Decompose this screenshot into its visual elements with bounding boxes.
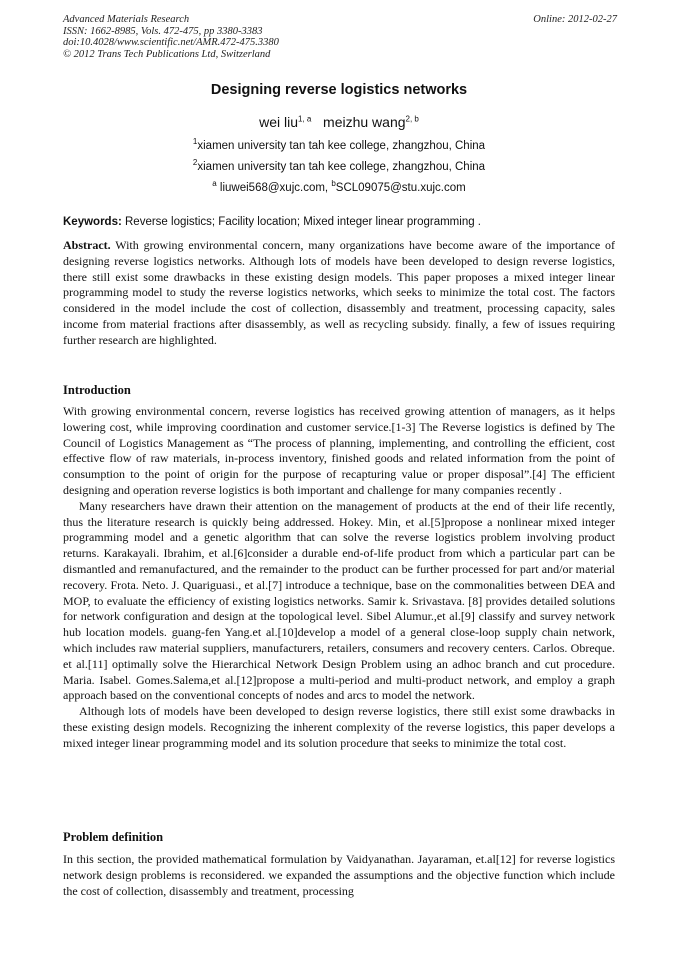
email-line bbox=[0, 179, 678, 194]
paragraph: Although lots of models have been developed to design reverse logistics, there still exist some drawbacks in these existing design models. Recognizing the inherent complexity of the reverse logistics, this paper develops a mixed integer linear programming model and its solution procedure that seeks to minimize the total cost. bbox=[63, 704, 615, 750]
affiliation-text: xiamen university tan tah kee college, zhangzhou, China bbox=[197, 140, 486, 152]
paragraph: Many researchers have drawn their attention on the management of products at the end of their life recently, thus the literature research is quickly being addressed. Hokey. Min, et al.[5]propose a nonlinear mixed integer programming model and a genetic algorithm that can solve the reverse logistics problem involving product returns. Karakayali. Ibrahim, et al.[6]consider a durable end-of-life product from which a particular part can be dismantled and remanufactured, and the remainder to the product can be further processed for part and/or material recovery. Frota. Neto. J. Quariguasi., et al.[7] introduce a technique, base on the commonalities between DEA and MOP, to evaluate the efficiency of existing logistics networks. Samir k. Srivastava. [8] provides detailed solutions for network configuration and design at the topological level. Sibel Alumur.,et al.[9] classify and survey network hub location models. guang-fen Yang.et al.[10]develop a model of a general close-loop supply chain network, which includes raw material suppliers, manufacturers, retailers, consumers and recovery centers. Carlos. Obreque. et al.[11] optimally solve the Hierarchical Network Design Problem using an adhoc branch and cut procedure. Maria. Isabel. Gomes.Salema,et al.[12]propose a multi-period and multi-product network, and employ a graph approach based on the conventional concepts of nodes and arcs to model the network. bbox=[63, 498, 615, 703]
affiliation-superscript: 2 bbox=[192, 158, 198, 168]
affiliation-line bbox=[0, 158, 678, 173]
affiliation-line bbox=[0, 137, 678, 152]
doi-line: doi:10.4028/www.scientific.net/AMR.472-475.3380 bbox=[63, 37, 279, 48]
copyright-line: © 2012 Trans Tech Publications Ltd, Switzerland bbox=[63, 48, 271, 60]
keywords-text: Reverse logistics; Facility location; Mixed integer linear programming . bbox=[125, 216, 482, 228]
abstract-text: With growing environmental concern, many organizations have become aware of the importance of designing reverse logistics networks. Although lots of models have been developed to design reverse logistics, there still exist some drawbacks in these existing design models. This paper proposes a mixed integer linear programming model to study the reverse logistics networks, which seeks to minimize the total cost. The factors considered in the model include the cost of collection, disassembly and treatment, processing capacity, sales income from material fractions after disassembly, as well as recycling subsidy. finally, a few of issues requiring further research are highlighted. bbox=[63, 238, 615, 347]
author-superscript: 2, b bbox=[405, 114, 419, 124]
issn-line: ISSN: 1662-8985, Vols. 472-475, pp 3380-3383 bbox=[63, 25, 263, 37]
problem-definition-body bbox=[63, 852, 615, 899]
abstract bbox=[63, 238, 615, 349]
email-link[interactable]: SCL09075@stu.xujc.com bbox=[335, 182, 466, 194]
journal-name: Advanced Materials Research bbox=[63, 14, 190, 25]
abstract-label: Abstract. bbox=[63, 238, 111, 252]
journal-header bbox=[63, 14, 617, 60]
affiliation-superscript: 1 bbox=[192, 137, 198, 147]
author-line bbox=[0, 114, 678, 130]
email-superscript: a bbox=[212, 179, 217, 189]
author-name: meizhu wang bbox=[323, 114, 406, 130]
paragraph: In this section, the provided mathematical formulation by Vaidyanathan. Jayaraman, et.al[12] for reverse logistics network design problems is reconsidered. we expanded the assumptions and the objective function which include the cost of collection, disassembly and treatment, processing bbox=[63, 852, 615, 898]
section-heading-problem-definition: Problem definition bbox=[63, 830, 164, 844]
affiliation-text: xiamen university tan tah kee college, zhangzhou, China bbox=[197, 161, 486, 173]
keywords-label: Keywords: bbox=[63, 216, 122, 228]
online-date: Online: 2012-02-27 bbox=[533, 14, 617, 25]
introduction-body bbox=[63, 404, 615, 752]
email-superscript: b bbox=[331, 179, 336, 189]
paper-title: Designing reverse logistics networks bbox=[210, 82, 468, 98]
paragraph: With growing environmental concern, reverse logistics has received growing attention of managers, as it helps lowering cost, while improving coordination and customer service.[1-3] The Reverse logistics is defined by The Council of Logistics Management as “The process of planning, implementing, and controlling the efficient, cost effective flow of raw materials, in-process inventory, finished goods and related information from the point of consumption to the point of origin for the purpose of recapturing value or proper disposal”.[4] The efficient designing and operation reverse logistics is both important and challenge for many companies recently . bbox=[63, 404, 615, 497]
email-link[interactable]: liuwei568@xujc.com, bbox=[219, 182, 329, 194]
keywords bbox=[63, 216, 623, 228]
author-superscript: 1, a bbox=[298, 114, 312, 124]
author-name: wei liu bbox=[259, 114, 299, 130]
section-heading-introduction: Introduction bbox=[63, 383, 131, 397]
